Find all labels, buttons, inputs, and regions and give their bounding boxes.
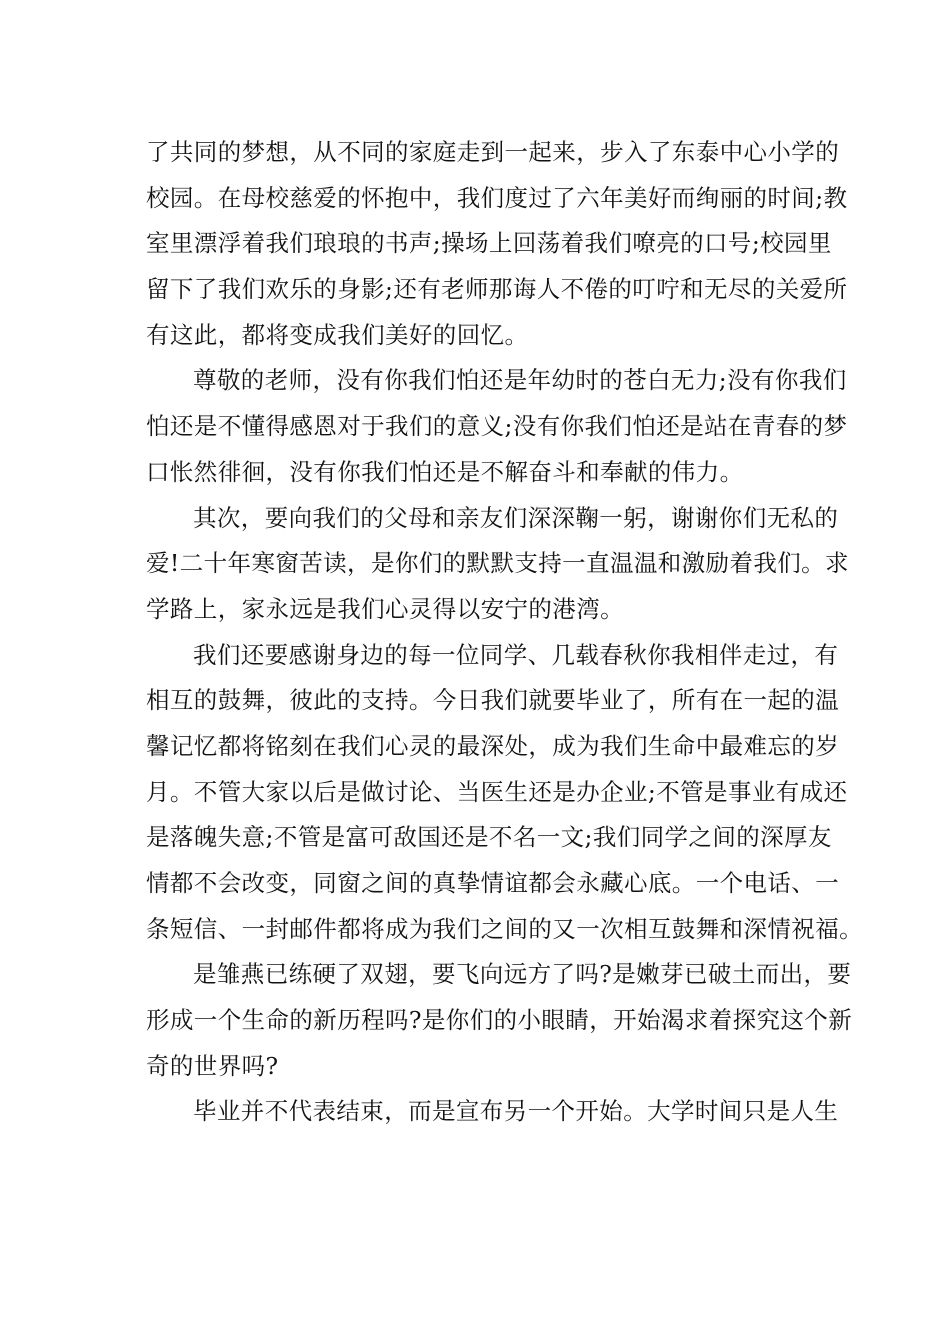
text-line: 了共同的梦想，从不同的家庭走到一起来，步入了东泰中心小学的 <box>146 138 840 166</box>
text-line: 相互的鼓舞，彼此的支持。今日我们就要毕业了，所有在一起的温 <box>146 686 840 715</box>
text-line: 其次，要向我们的父母和亲友们深深鞠一躬，谢谢你们无私的 <box>193 503 839 532</box>
text-line: 情都不会改变，同窗之间的真挚情谊都会永藏心底。一个电话、一 <box>146 869 840 897</box>
text-line: 条短信、一封邮件都将成为我们之间的又一次相互鼓舞和深情祝福。 <box>146 914 863 943</box>
text-line: 口怅然徘徊，没有你我们怕还是不解奋斗和奉献的伟力。 <box>146 457 744 486</box>
text-line: 是雏燕已练硬了双翅，要飞向远方了吗?是嫩芽已破土而出，要 <box>193 960 852 989</box>
text-line: 尊敬的老师，没有你我们怕还是年幼时的苍白无力;没有你我们 <box>193 366 847 395</box>
text-line: 怕还是不懂得感恩对于我们的意义;没有你我们怕还是站在青春的梦 <box>146 412 848 441</box>
document-body <box>146 130 863 1135</box>
text-line: 是落魄失意;不管是富可敌国还是不名一文;我们同学之间的深厚友 <box>146 823 832 852</box>
text-line: 校园。在母校慈爱的怀抱中，我们度过了六年美好而绚丽的时间;教 <box>146 183 848 212</box>
text-line: 馨记忆都将铭刻在我们心灵的最深处，成为我们生命中最难忘的岁 <box>146 731 840 760</box>
paragraph <box>146 633 863 953</box>
paragraph <box>146 130 848 358</box>
paragraph <box>146 496 849 633</box>
text-line: 有这此，都将变成我们美好的回忆。 <box>146 320 529 349</box>
text-line: 留下了我们欢乐的身影;还有老师那诲人不倦的叮咛和无尽的关爱所 <box>146 275 848 304</box>
text-line: 学路上，家永远是我们心灵得以安宁的港湾。 <box>146 594 624 623</box>
paragraph <box>146 952 853 1089</box>
text-line: 形成一个生命的新历程吗?是你们的小眼睛，开始渴求着探究这个新 <box>146 1006 853 1035</box>
paragraph <box>146 1089 839 1135</box>
text-line: 室里漂浮着我们琅琅的书声;操场上回荡着我们嘹亮的口号;校园里 <box>146 229 832 258</box>
text-line: 毕业并不代表结束，而是宣布另一个开始。大学时间只是人生 <box>193 1097 839 1126</box>
text-line: 奇的世界吗? <box>146 1051 279 1080</box>
paragraph <box>146 358 848 495</box>
text-line: 我们还要感谢身边的每一位同学、几载春秋你我相伴走过，有 <box>193 640 839 669</box>
text-line: 月。不管大家以后是做讨论、当医生还是办企业;不管是事业有成还 <box>146 777 848 806</box>
text-line: 爱!二十年寒窗苦读，是你们的默默支持一直温温和激励着我们。求 <box>146 549 849 578</box>
